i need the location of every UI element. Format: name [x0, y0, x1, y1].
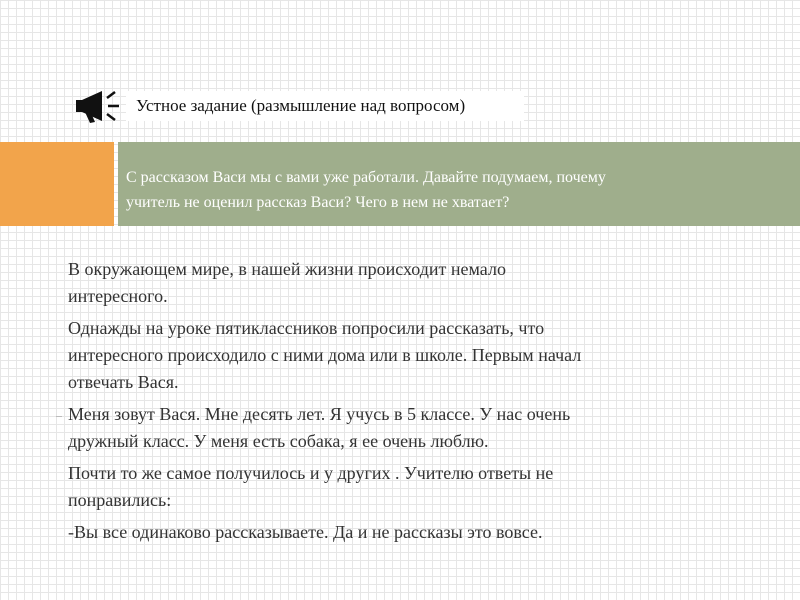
megaphone-icon: [68, 86, 122, 126]
body-line: отвечать Вася.: [68, 372, 179, 392]
body-paragraph: [68, 519, 748, 546]
body-line: В окружающем мире, в нашей жизни происходит немало: [68, 259, 506, 279]
task-prompt-box: [118, 142, 800, 226]
body-line: интересного.: [68, 286, 168, 306]
body-paragraph: [68, 460, 748, 514]
task-prompt-line: С рассказом Васи мы с вами уже работали. Давайте подумаем, почему: [126, 169, 606, 186]
body-paragraph: [68, 315, 748, 396]
body-line: дружный класс. У меня есть собака, я ее очень люблю.: [68, 431, 489, 451]
body-paragraph: [68, 256, 748, 310]
slide-body: [68, 256, 748, 551]
body-line: понравились:: [68, 490, 172, 510]
body-line: интересного происходило с ними дома или в школе. Первым начал: [68, 345, 582, 365]
orange-accent-block: [0, 142, 114, 226]
slide-title-bar: [68, 86, 524, 126]
bullet-dash: [56, 416, 62, 417]
slide-title: Устное задание (размышление над вопросом): [126, 91, 524, 121]
body-line: Однажды на уроке пятиклассников попросили рассказать, что: [68, 318, 545, 338]
body-paragraph: [68, 401, 748, 455]
body-line: Почти то же самое получилось и у других . Учителю ответы не: [68, 463, 554, 483]
task-prompt-line: учитель не оценил рассказ Васи? Чего в нем не хватает?: [126, 194, 510, 211]
body-line: -Вы все одинаково рассказываете. Да и не рассказы это вовсе.: [68, 522, 543, 542]
body-line: Меня зовут Вася. Мне десять лет. Я учусь в 5 классе. У нас очень: [68, 404, 571, 424]
